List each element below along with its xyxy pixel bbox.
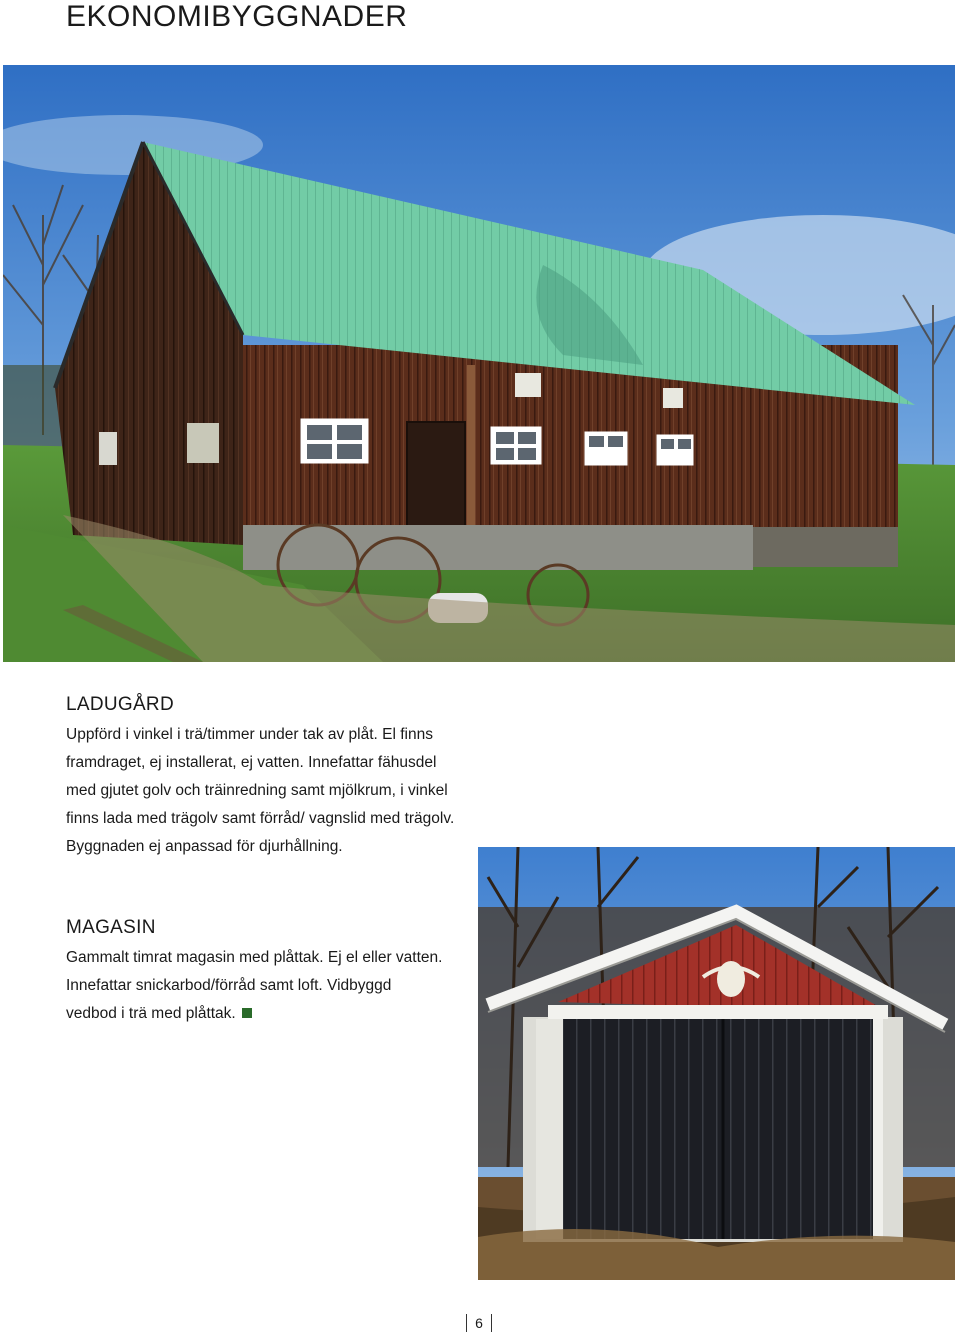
section-body-ladugard: Uppförd i vinkel i trä/timmer under tak av plåt. El finns framdraget, ej installerat, ej vatten. Innefattar fähusdel med gjutet golv och träinredning samt mjölkrum, i vinkel finns lada med trägolv samt förråd/ vagnslid med trägolv. Byggnaden ej anpassad för djurhållning. xyxy=(66,726,455,855)
section-magasin xyxy=(66,916,446,1028)
section-heading-magasin: MAGASIN xyxy=(66,917,156,938)
section-heading-ladugard: LADUGÅRD xyxy=(66,694,174,715)
magasin-illustration xyxy=(478,847,955,1280)
magasin-photo xyxy=(478,847,955,1280)
page-title: EKONOMIBYGGNADER xyxy=(66,0,408,33)
page-number: 6 xyxy=(466,1314,492,1332)
section-body-magasin-text: Gammalt timrat magasin med plåttak. Ej el eller vatten. Innefattar snickarbod/förråd samt loft. Vidbyggd vedbod i trä med plåttak. xyxy=(66,949,443,1022)
section-body-magasin xyxy=(66,944,446,1028)
barn-photo xyxy=(3,65,955,662)
barn-illustration xyxy=(3,65,955,662)
section-ladugard xyxy=(66,693,456,861)
end-mark-icon xyxy=(242,1008,252,1018)
